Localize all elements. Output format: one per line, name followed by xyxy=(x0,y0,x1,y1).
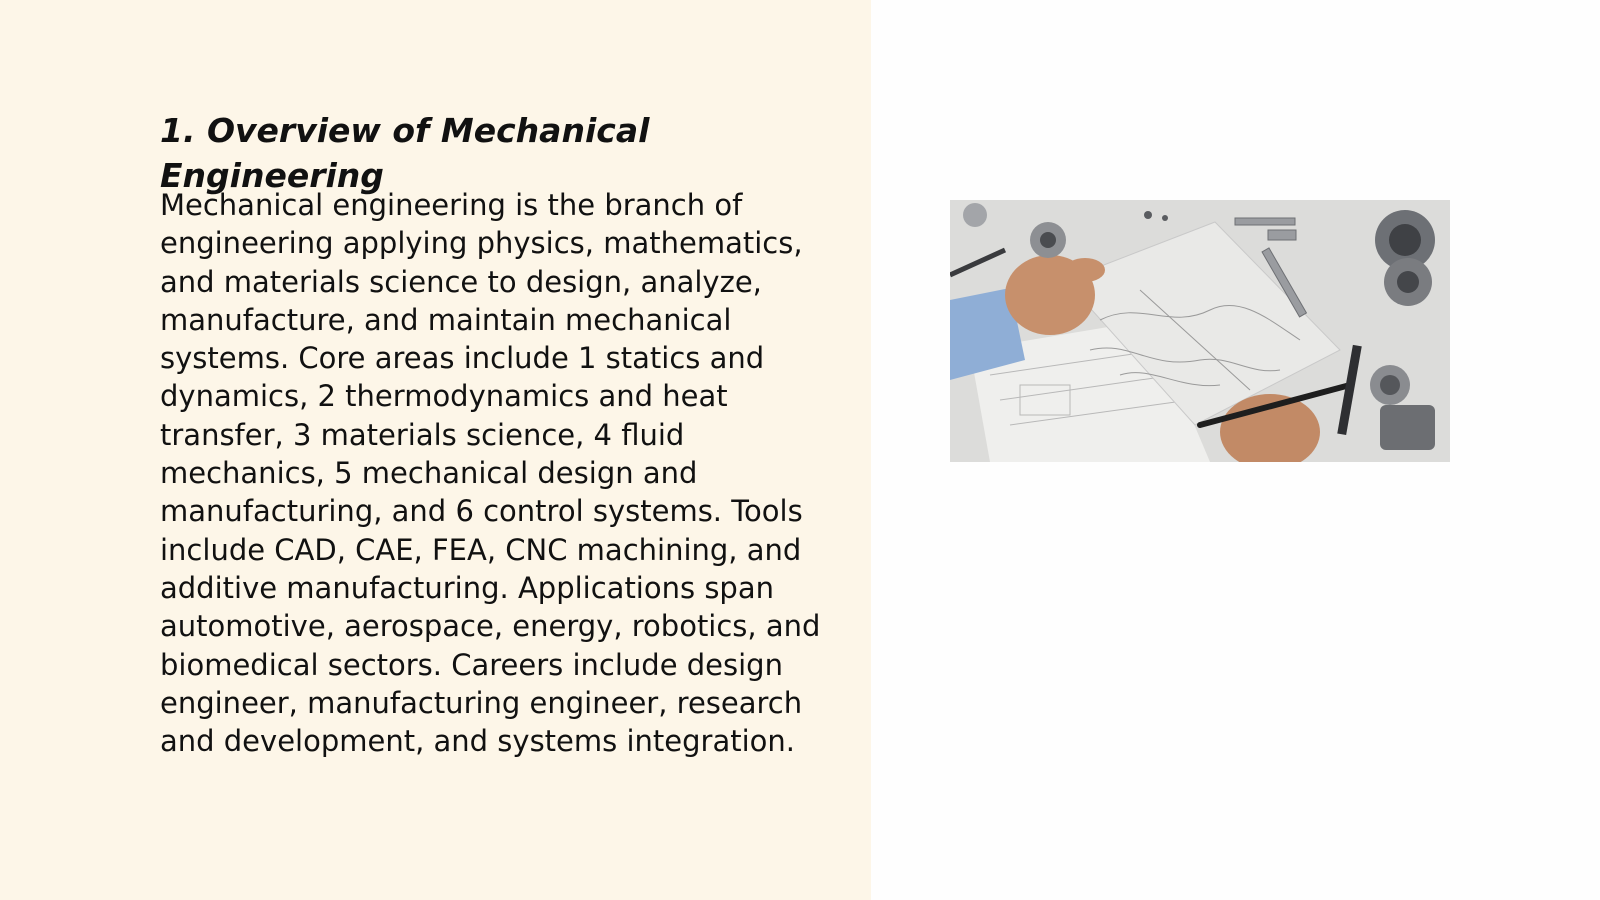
slide-body-text: Mechanical engineering is the branch of engineering applying physics, mathematics, and materials science to design, analyze, manufacture, and maintain mechanical systems. Core areas include 1 statics and dynamics, 2 thermodynamics and heat transfer, 3 materials science, 4 fluid mechanics, 5 mechanical design and manufacturing, and 6 control systems. Tools include CAD, CAE, FEA, CNC machining, and additive manufacturing. Applications span automotive, aerospace, energy, robotics, and biomedical sectors. Careers include design engineer, manufacturing engineer, research and development, and systems integration. xyxy=(160,188,821,759)
engineering-drawing-photo xyxy=(950,200,1450,462)
slide-title: 1. Overview of Mechanical Engineering xyxy=(160,111,650,195)
hands-sketching-technical-drawing-with-mechanical-parts-icon xyxy=(950,200,1450,462)
